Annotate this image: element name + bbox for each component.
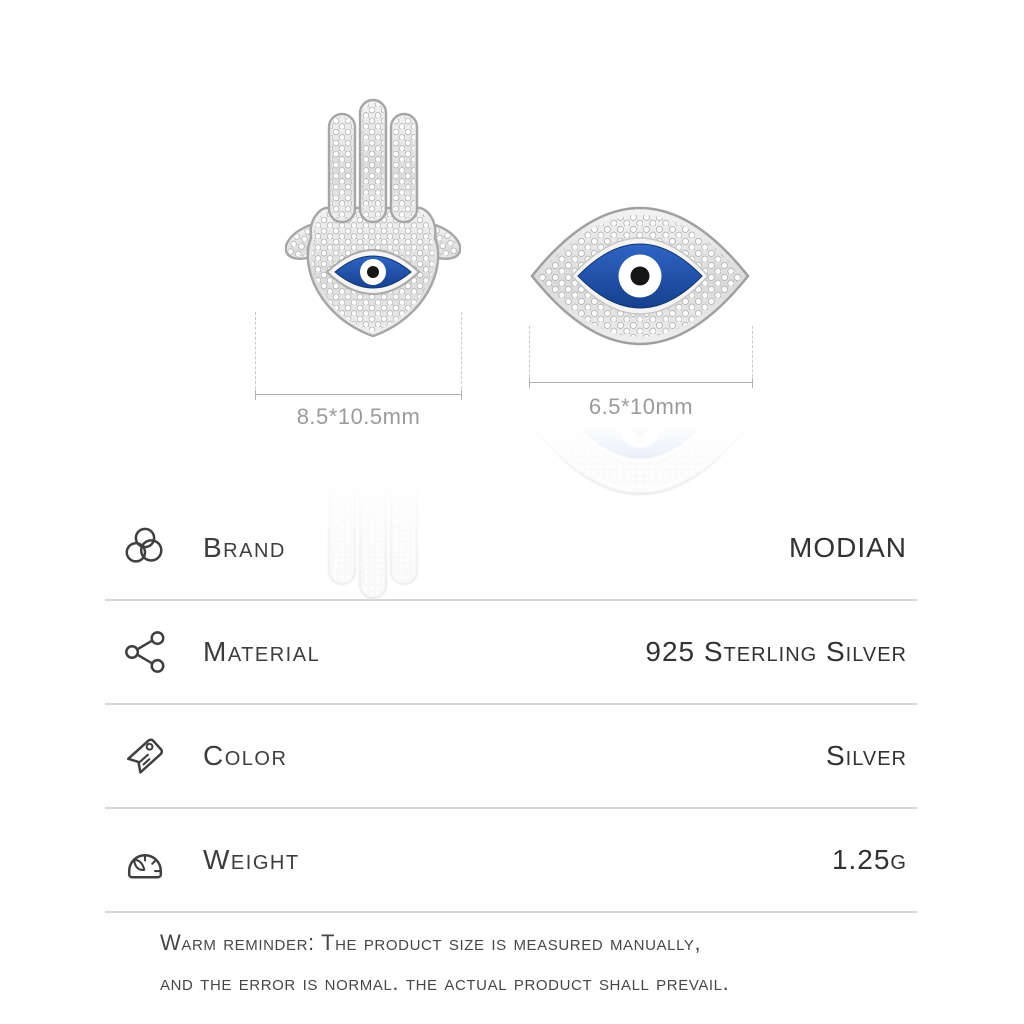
spec-label: Brand: [203, 532, 286, 563]
overlapping-circles-icon: [122, 525, 168, 571]
spec-label: Color: [203, 740, 288, 771]
price-tag-icon: [122, 733, 168, 779]
share-nodes-icon: [122, 629, 168, 675]
speedometer-gauge-icon: [122, 837, 168, 883]
size-label-evil-eye: 6.5*10mm: [588, 394, 694, 419]
warm-reminder-line2: and the error is normal. the actual product shall prevail.: [160, 970, 730, 995]
spec-value: Silver: [826, 740, 907, 771]
width-measure-line: [529, 382, 753, 383]
spec-value: 1.25g: [831, 844, 907, 875]
spec-row-color: [105, 705, 917, 809]
spec-row-material: [105, 601, 917, 705]
evil-eye-reflection: [526, 352, 754, 500]
evil-eye-earring-image: [526, 202, 754, 350]
spec-table: [105, 497, 917, 913]
dimension-riser: [461, 312, 462, 394]
spec-label: Weight: [203, 844, 300, 875]
spec-label: Material: [203, 636, 321, 667]
spec-row-weight: [105, 809, 917, 913]
dimension-riser: [255, 312, 256, 394]
size-label-hamsa: 8.5*10.5mm: [296, 404, 421, 429]
spec-value: 925 Sterling Silver: [645, 636, 907, 667]
dimension-riser: [752, 326, 753, 382]
spec-value: MODIAN: [789, 532, 907, 563]
warm-reminder-line1: Warm reminder: The product size is measured manually,: [160, 930, 702, 955]
width-measure-line: [255, 394, 462, 395]
spec-row-brand: [105, 497, 917, 601]
dimension-riser: [529, 326, 530, 382]
warm-reminder: [160, 930, 729, 996]
hamsa-hand-earring-image: [285, 96, 461, 348]
